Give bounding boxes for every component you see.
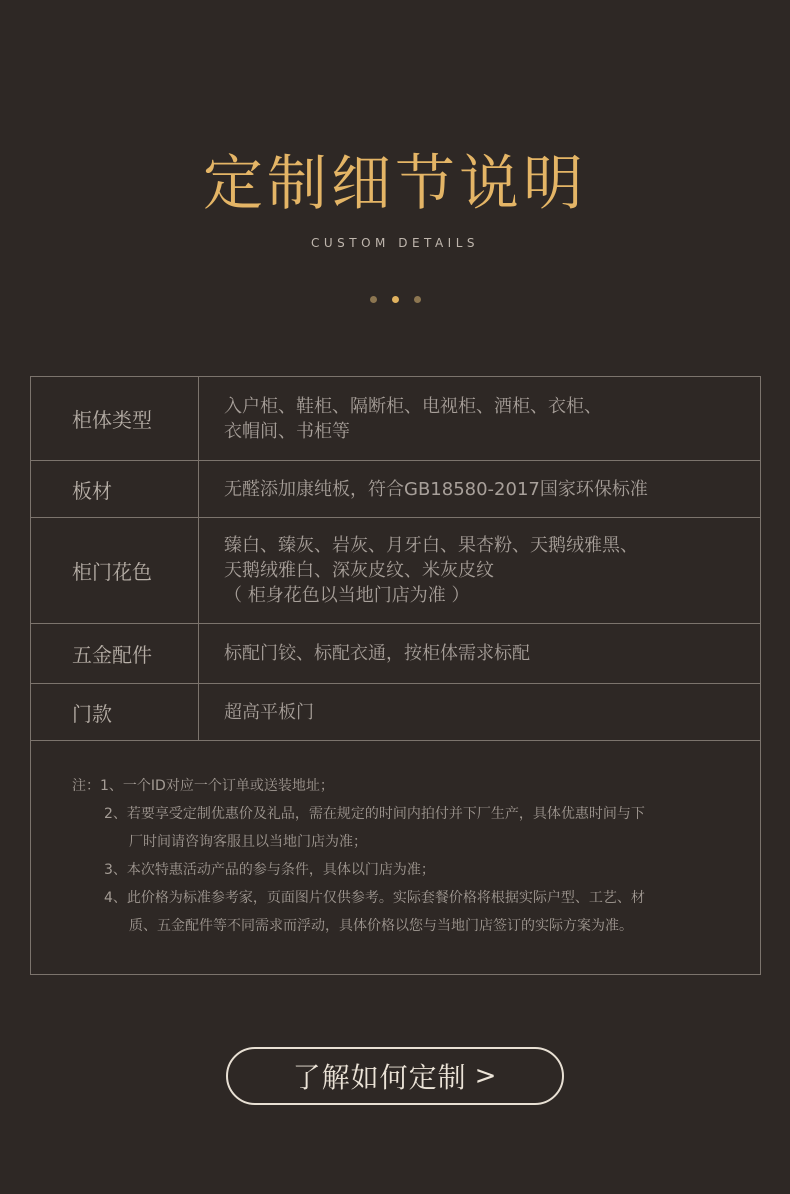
note-line: 厂时间请咨询客服且以当地门店为准；: [129, 834, 367, 850]
pagination-dot-active: [392, 296, 399, 303]
spec-value-line: 臻白、臻灰、岩灰、月牙白、果杏粉、天鹅绒雅黑、: [224, 535, 638, 556]
spec-value: [199, 684, 760, 740]
note-line: 质、五金配件等不同需求而浮动，具体价格以您与当地门店签订的实际方案为准。: [129, 918, 633, 934]
spec-value: [199, 624, 760, 683]
spec-row-board: [31, 461, 760, 518]
pagination-dot: [370, 296, 377, 303]
spec-row-cabinet-type: [31, 377, 760, 461]
notes-section: [31, 741, 760, 974]
note-line: 注：1、一个ID对应一个订单或送装地址；: [72, 778, 334, 794]
chevron-right-icon: >: [474, 1061, 498, 1091]
spec-row-door-style: [31, 684, 760, 741]
spec-value-line: （ 柜身花色以当地门店为准 ）: [224, 585, 470, 606]
page-title: 定制细节说明: [203, 149, 587, 219]
spec-value-line: 超高平板门: [224, 701, 314, 723]
spec-table: [30, 376, 761, 975]
pagination-dots: [0, 296, 790, 303]
spec-value: [199, 518, 760, 623]
note-line: 4、此价格为标准参考家，页面图片仅供参考。实际套餐价格将根据实际户型、工艺、材: [104, 890, 645, 906]
spec-label: 柜体类型: [31, 377, 199, 460]
spec-value-line: 衣帽间、书柜等: [224, 420, 350, 442]
spec-label: 门款: [31, 684, 199, 740]
spec-label: 板材: [31, 461, 199, 517]
spec-value-line: 入户柜、鞋柜、隔断柜、电视柜、酒柜、衣柜、: [224, 395, 602, 417]
cta-label: 了解如何定制: [292, 1061, 467, 1094]
note-line: 3、本次特惠活动产品的参与条件，具体以门店为准；: [104, 862, 435, 878]
spec-row-door-color: [31, 518, 760, 624]
learn-how-to-customize-button[interactable]: [226, 1047, 564, 1105]
spec-value: [199, 377, 760, 460]
spec-value-line: 标配门铰、标配衣通，按柜体需求标配: [224, 643, 530, 664]
spec-label: 五金配件: [31, 624, 199, 683]
spec-value: [199, 461, 760, 517]
pagination-dot: [414, 296, 421, 303]
note-line: 2、若要享受定制优惠价及礼品，需在规定的时间内拍付并下厂生产，具体优惠时间与下: [104, 806, 645, 822]
spec-value-line: 天鹅绒雅白、深灰皮纹、米灰皮纹: [224, 560, 494, 581]
spec-row-hardware: [31, 624, 760, 684]
page-subtitle: CUSTOM DETAILS: [311, 236, 479, 250]
spec-label: 柜门花色: [31, 518, 199, 623]
spec-value-line: 无醛添加康纯板，符合GB18580-2017国家环保标准: [224, 478, 648, 500]
